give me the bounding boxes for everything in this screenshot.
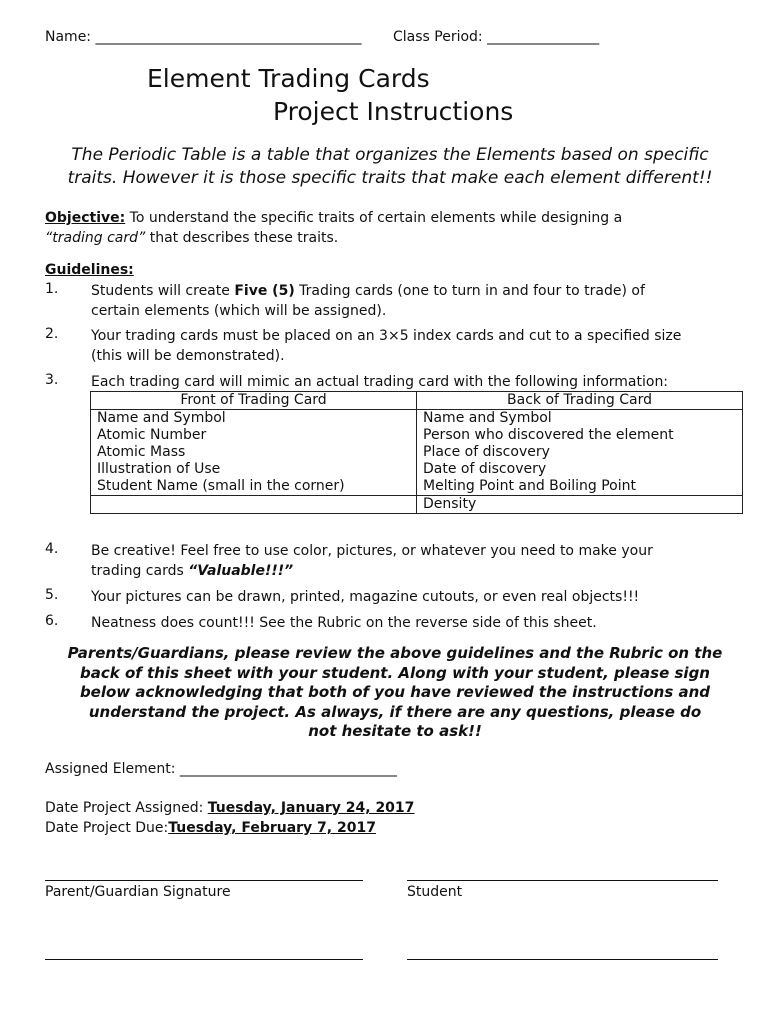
- intro-line1: The Periodic Table is a table that organizes the Elements based on specific: [71, 145, 709, 165]
- list-item-1-line1: [91, 281, 645, 301]
- objective-line1: [45, 210, 622, 226]
- table-header-row: [91, 392, 743, 410]
- table-cell: Atomic Number: [91, 427, 417, 444]
- document-title-line1: Element Trading Cards: [147, 64, 430, 93]
- date-assigned-label: Date Project Assigned:: [45, 800, 208, 816]
- list-item-4-valuable: “Valuable!!!”: [188, 563, 294, 579]
- table-cell: Student Name (small in the corner): [91, 478, 417, 496]
- table-cell: Melting Point and Boiling Point: [417, 478, 743, 496]
- parent-notice-line4: understand the project. As always, if there are any questions, please do: [88, 702, 702, 721]
- list-item-4-line2: [91, 561, 293, 581]
- list-number-1: 1.: [45, 281, 59, 297]
- list-item-6-line1: Neatness does count!!! See the Rubric on the reverse side of this sheet.: [91, 615, 597, 631]
- list-item-3-line1: Each trading card will mimic an actual trading card with the following information:: [91, 374, 669, 390]
- table-cell: Name and Symbol: [417, 410, 743, 428]
- table-cell: Illustration of Use: [91, 461, 417, 478]
- table-header-front: Front of Trading Card: [91, 392, 417, 410]
- assigned-element-field: Assigned Element: _______________________________: [45, 761, 397, 777]
- list-item-4-line1: Be creative! Feel free to use color, pictures, or whatever you need to make your: [91, 543, 653, 559]
- student-signature-label: Student: [407, 884, 463, 900]
- table-cell: Density: [417, 496, 743, 514]
- date-due-value: Tuesday, February 7, 2017: [168, 820, 376, 836]
- table-cell: [91, 496, 417, 514]
- parent-signature-line: [45, 880, 363, 881]
- name-field-label: Name: ______________________________________: [45, 29, 362, 45]
- second-student-signature-line: [407, 959, 718, 960]
- table-cell: Atomic Mass: [91, 444, 417, 461]
- list-item-2-line1: Your trading cards must be placed on an 3×5 index cards and cut to a specified size: [91, 328, 682, 344]
- class-period-field-label: Class Period: ________________: [393, 29, 600, 45]
- list-item-2-line2: (this will be demonstrated).: [91, 348, 285, 364]
- document-title-line2: Project Instructions: [273, 97, 514, 126]
- second-parent-signature-line: [45, 959, 363, 960]
- list-item-1-line2: certain elements (which will be assigned).: [91, 303, 387, 319]
- table-row: [91, 410, 743, 428]
- table-row: [91, 444, 743, 461]
- list-item-1-post: Trading cards (one to turn in and four to trade) of: [294, 283, 645, 299]
- objective-line2: [45, 230, 338, 246]
- table-row: [91, 478, 743, 496]
- parent-notice-line1: Parents/Guardians, please review the above guidelines and the Rubric on the: [67, 644, 723, 662]
- list-item-1-pre: Students will create: [91, 283, 235, 299]
- objective-text2: that describes these traits.: [145, 230, 339, 246]
- objective-label: Objective:: [45, 210, 126, 226]
- intro-line2: traits. However it is those specific traits that make each element different!!: [67, 168, 713, 188]
- table-row: [91, 427, 743, 444]
- table-cell: Date of discovery: [417, 461, 743, 478]
- table-header-back: Back of Trading Card: [417, 392, 743, 410]
- parent-notice-line5: not hesitate to ask!!: [308, 722, 482, 740]
- date-due-line: [45, 820, 376, 836]
- list-item-1-bold: Five (5): [234, 283, 295, 299]
- parent-signature-label: Parent/Guardian Signature: [45, 884, 231, 900]
- table-row: [91, 461, 743, 478]
- list-number-2: 2.: [45, 326, 59, 342]
- date-due-label: Date Project Due:: [45, 820, 169, 836]
- list-number-4: 4.: [45, 541, 59, 557]
- table-cell: Place of discovery: [417, 444, 743, 461]
- trading-card-info-table: [90, 391, 743, 514]
- objective-trading-card-term: “trading card”: [45, 230, 146, 246]
- list-number-5: 5.: [45, 587, 59, 603]
- table-cell: Person who discovered the element: [417, 427, 743, 444]
- list-item-5-line1: Your pictures can be drawn, printed, magazine cutouts, or even real objects!!!: [91, 589, 640, 605]
- date-assigned-value: Tuesday, January 24, 2017: [207, 800, 415, 816]
- list-item-4-pre: trading cards: [91, 563, 189, 579]
- parent-notice-line3: below acknowledging that both of you have reviewed the instructions and: [79, 683, 711, 701]
- list-number-3: 3.: [45, 372, 59, 388]
- date-assigned-line: [45, 800, 414, 816]
- parent-notice-line2: back of this sheet with your student. Along with your student, please sign: [80, 663, 710, 682]
- list-number-6: 6.: [45, 613, 59, 629]
- objective-text1: To understand the specific traits of certain elements while designing a: [125, 210, 623, 226]
- guidelines-heading: Guidelines:: [45, 262, 134, 278]
- table-cell: Name and Symbol: [91, 410, 417, 428]
- student-signature-line: [407, 880, 718, 881]
- table-row: [91, 496, 743, 514]
